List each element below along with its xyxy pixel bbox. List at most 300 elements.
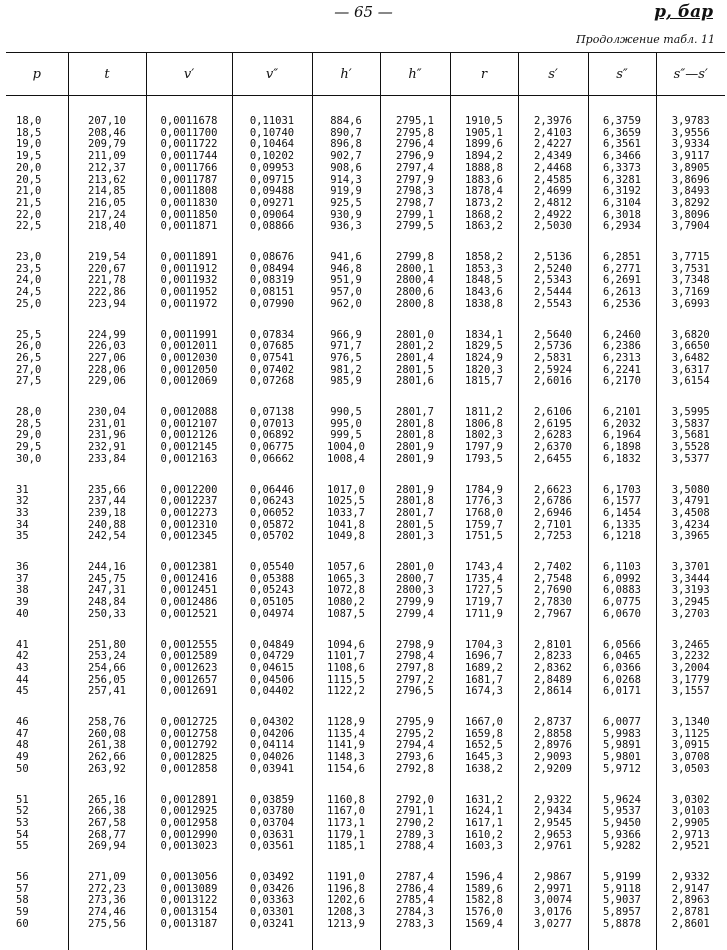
cell-value: 0,0012163 — [160, 452, 218, 465]
cell-h1 — [312, 872, 380, 950]
cell-v2 — [232, 562, 312, 640]
cell-value: 6,0992 — [603, 572, 641, 585]
cell-ds — [656, 252, 725, 330]
cell-value: 981,2 — [330, 363, 362, 376]
cell-value: 5,9037 — [603, 894, 641, 907]
cell-value: 0,0012555 — [160, 638, 218, 651]
cell-value: 2801,3 — [396, 530, 434, 543]
cell-value: 2,5240 — [534, 262, 572, 275]
cell-value: 0,0012521 — [160, 607, 218, 620]
cell-value: 6,0366 — [603, 661, 641, 674]
cell-value: 0,0012958 — [160, 816, 218, 829]
cell-value: 5,9118 — [603, 882, 641, 895]
cell-value: 5,9366 — [603, 828, 641, 841]
cell-value: 53 — [16, 816, 29, 829]
cell-value: 262,66 — [88, 751, 126, 764]
cell-value: 1141,9 — [327, 739, 365, 752]
header-s2: s″ — [588, 53, 656, 96]
cell-value: 6,3759 — [603, 115, 641, 127]
cell-value: 0,0012310 — [160, 518, 218, 531]
cell-value: 0,0011972 — [160, 297, 218, 310]
cell-value: 3,0915 — [671, 739, 710, 752]
cell-value: 1899,6 — [465, 138, 503, 151]
cell-value: 0,06892 — [249, 429, 295, 442]
cell-value: 1576,0 — [465, 906, 503, 919]
cell-value: 3,7348 — [671, 274, 710, 287]
cell-value: 3,8905 — [671, 161, 710, 174]
cell-value: 20,5 — [16, 173, 42, 186]
cell-value: 2801,5 — [396, 363, 434, 376]
cell-value: 44 — [16, 673, 29, 686]
cell-value: 0,04302 — [249, 716, 295, 729]
cell-value: 1784,9 — [465, 483, 503, 496]
cell-value: 1820,3 — [465, 363, 503, 376]
cell-h1 — [312, 485, 380, 563]
cell-value: 6,3192 — [603, 185, 641, 198]
cell-s2 — [588, 252, 656, 330]
cell-value: 2,6370 — [534, 441, 572, 454]
cell-value: 2,4699 — [534, 185, 572, 198]
cell-value: 26,5 — [16, 351, 42, 364]
cell-value: 1659,8 — [465, 727, 503, 740]
cell-value: 0,04402 — [249, 685, 295, 698]
cell-value: 269,94 — [88, 840, 126, 853]
cell-t — [68, 795, 146, 873]
cell-value: 1122,2 — [327, 685, 365, 698]
cell-value: 1863,2 — [465, 220, 503, 233]
cell-value: 1894,2 — [465, 150, 503, 163]
cell-value: 237,44 — [88, 495, 126, 508]
cell-value: 2,9653 — [534, 828, 572, 841]
cell-value: 227,06 — [88, 351, 126, 364]
cell-value: 6,3104 — [603, 196, 641, 209]
cell-value: 1727,5 — [465, 584, 503, 597]
cell-value: 1905,1 — [465, 126, 503, 139]
cell-value: 3,7531 — [671, 262, 710, 275]
cell-value: 6,0465 — [603, 650, 641, 663]
cell-value: 274,46 — [88, 906, 126, 919]
cell-value: 1196,8 — [327, 882, 365, 895]
cell-v2 — [232, 96, 312, 175]
cell-value: 2800,6 — [396, 286, 434, 299]
cell-value: 24,0 — [16, 274, 42, 287]
cell-value: 0,0011850 — [160, 208, 218, 221]
cell-p — [6, 252, 68, 330]
cell-value: 976,5 — [330, 351, 362, 364]
cell-value: 45 — [16, 685, 29, 698]
cell-r — [450, 640, 518, 718]
cell-s2 — [588, 485, 656, 563]
cell-h2 — [380, 717, 450, 795]
cell-value: 42 — [16, 650, 29, 663]
cell-value: 18,5 — [16, 126, 42, 139]
cell-value: 223,94 — [88, 297, 126, 310]
cell-value: 6,3466 — [603, 150, 641, 163]
cell-value: 890,7 — [330, 126, 362, 139]
cell-value: 0,0012050 — [160, 363, 218, 376]
cell-value: 0,04974 — [249, 607, 295, 620]
cell-p — [6, 407, 68, 485]
cell-value: 34 — [16, 518, 29, 531]
header-ds: s″—s′ — [656, 53, 725, 96]
cell-value: 0,06446 — [249, 483, 295, 496]
cell-value: 256,05 — [88, 673, 126, 686]
cell-value: 925,5 — [330, 196, 362, 209]
cell-s2 — [588, 407, 656, 485]
cell-v1 — [146, 407, 232, 485]
cell-value: 3,5681 — [671, 429, 710, 442]
cell-value: 219,54 — [88, 251, 126, 264]
cell-value: 0,0012758 — [160, 727, 218, 740]
cell-value: 914,3 — [330, 173, 362, 186]
cell-value: 0,0012345 — [160, 530, 218, 543]
cell-value: 3,6993 — [671, 297, 710, 310]
header-v1: v′ — [146, 53, 232, 96]
cell-value: 1025,5 — [327, 495, 365, 508]
cell-value: 2,5640 — [534, 328, 572, 341]
cell-p — [6, 562, 68, 640]
cell-value: 233,84 — [88, 452, 126, 465]
cell-value: 231,01 — [88, 417, 126, 430]
cell-value: 0,0012088 — [160, 406, 218, 419]
cell-value: 3,4791 — [671, 495, 710, 508]
cell-value: 2784,3 — [396, 906, 434, 919]
cell-t — [68, 485, 146, 563]
cell-value: 0,0012725 — [160, 716, 218, 729]
cell-s2 — [588, 175, 656, 253]
cell-value: 0,11031 — [249, 115, 295, 127]
cell-value: 2801,8 — [396, 417, 434, 430]
cell-value: 1638,2 — [465, 762, 503, 775]
cell-value: 2,9521 — [671, 840, 710, 853]
cell-value: 5,9537 — [603, 805, 641, 818]
cell-value: 3,5080 — [671, 483, 710, 496]
cell-value: 2801,5 — [396, 518, 434, 531]
cell-value: 55 — [16, 840, 29, 853]
table-row-group — [6, 717, 725, 795]
cell-value: 25,0 — [16, 297, 42, 310]
cell-r — [450, 96, 518, 175]
cell-value: 0,08866 — [249, 220, 295, 233]
cell-value: 208,46 — [88, 126, 126, 139]
cell-value: 1829,5 — [465, 340, 503, 353]
cell-value: 2801,7 — [396, 506, 434, 519]
cell-p — [6, 872, 68, 950]
cell-value: 2796,9 — [396, 150, 434, 163]
cell-value: 31 — [16, 483, 29, 496]
cell-value: 24,5 — [16, 286, 42, 299]
cell-value: 2,4468 — [534, 161, 572, 174]
cell-s1 — [518, 175, 588, 253]
cell-value: 3,0302 — [671, 793, 710, 806]
cell-value: 27,5 — [16, 375, 42, 388]
cell-value: 0,0012990 — [160, 828, 218, 841]
cell-value: 5,9624 — [603, 793, 641, 806]
cell-value: 224,99 — [88, 328, 126, 341]
cell-p — [6, 485, 68, 563]
cell-h1 — [312, 795, 380, 873]
cell-value: 1878,4 — [465, 185, 503, 198]
cell-value: 32 — [16, 495, 29, 508]
cell-value: 2791,1 — [396, 805, 434, 818]
cell-value: 2798,4 — [396, 650, 434, 663]
cell-value: 2,4922 — [534, 208, 572, 221]
cell-value: 2787,4 — [396, 871, 434, 884]
cell-value: 242,54 — [88, 530, 126, 543]
cell-v2 — [232, 252, 312, 330]
cell-p — [6, 640, 68, 718]
cell-value: 0,0011991 — [160, 328, 218, 341]
cell-value: 263,92 — [88, 762, 126, 775]
cell-value: 1696,7 — [465, 650, 503, 663]
cell-r — [450, 717, 518, 795]
cell-value: 2788,4 — [396, 840, 434, 853]
cell-value: 2800,4 — [396, 274, 434, 287]
cell-value: 0,07402 — [249, 363, 295, 376]
cell-value: 248,84 — [88, 596, 126, 609]
cell-value: 2800,3 — [396, 584, 434, 597]
cell-value: 0,09271 — [249, 196, 295, 209]
cell-value: 0,10464 — [249, 138, 295, 151]
cell-value: 37 — [16, 572, 29, 585]
cell-value: 1160,8 — [327, 793, 365, 806]
cell-value: 245,75 — [88, 572, 126, 585]
cell-value: 0,06243 — [249, 495, 295, 508]
cell-value: 2,3976 — [534, 115, 572, 127]
cell-value: 0,0012273 — [160, 506, 218, 519]
cell-value: 2799,4 — [396, 607, 434, 620]
cell-value: 5,9891 — [603, 739, 641, 752]
cell-value: 220,67 — [88, 262, 126, 275]
cell-value: 50 — [16, 762, 29, 775]
cell-s2 — [588, 717, 656, 795]
cell-value: 2,5543 — [534, 297, 572, 310]
cell-value: 2800,1 — [396, 262, 434, 275]
cell-value: 1008,4 — [327, 452, 365, 465]
cell-value: 3,5528 — [671, 441, 710, 454]
cell-value: 207,10 — [88, 115, 126, 127]
cell-p — [6, 717, 68, 795]
cell-value: 2,9434 — [534, 805, 572, 818]
cell-value: 0,07268 — [249, 375, 295, 388]
page-title: p, бар — [654, 2, 713, 22]
cell-value: 957,0 — [330, 286, 362, 299]
cell-value: 0,04026 — [249, 751, 295, 764]
cell-value: 3,0277 — [534, 917, 572, 930]
cell-value: 2,9322 — [534, 793, 572, 806]
cell-value: 1589,6 — [465, 882, 503, 895]
cell-value: 1148,3 — [327, 751, 365, 764]
cell-value: 6,2771 — [603, 262, 641, 275]
cell-value: 57 — [16, 882, 29, 895]
cell-value: 258,76 — [88, 716, 126, 729]
cell-value: 23,0 — [16, 251, 42, 264]
header-v2: v″ — [232, 53, 312, 96]
cell-value: 2,9545 — [534, 816, 572, 829]
cell-h1 — [312, 175, 380, 253]
cell-value: 6,1964 — [603, 429, 641, 442]
cell-s1 — [518, 485, 588, 563]
cell-value: 0,0012126 — [160, 429, 218, 442]
cell-v1 — [146, 252, 232, 330]
cell-s1 — [518, 96, 588, 175]
cell-value: 0,0012858 — [160, 762, 218, 775]
cell-value: 51 — [16, 793, 29, 806]
cell-value: 0,0011830 — [160, 196, 218, 209]
cell-value: 0,05702 — [249, 530, 295, 543]
cell-value: 6,3281 — [603, 173, 641, 186]
cell-value: 0,10202 — [249, 150, 295, 163]
cell-value: 2801,9 — [396, 483, 434, 496]
cell-h2 — [380, 562, 450, 640]
cell-value: 0,04114 — [249, 739, 295, 752]
cell-value: 2800,8 — [396, 297, 434, 310]
cell-value: 1873,2 — [465, 196, 503, 209]
cell-value: 2789,3 — [396, 828, 434, 841]
cell-value: 2,6195 — [534, 417, 572, 430]
cell-value: 6,2386 — [603, 340, 641, 353]
cell-value: 2798,7 — [396, 196, 434, 209]
cell-value: 2,6946 — [534, 506, 572, 519]
cell-value: 0,03363 — [249, 894, 295, 907]
cell-value: 990,5 — [330, 406, 362, 419]
cell-ds — [656, 640, 725, 718]
cell-value: 2792,0 — [396, 793, 434, 806]
cell-ds — [656, 717, 725, 795]
cell-value: 0,0011766 — [160, 161, 218, 174]
cell-r — [450, 252, 518, 330]
cell-value: 216,05 — [88, 196, 126, 209]
cell-value: 6,3561 — [603, 138, 641, 151]
cell-p — [6, 175, 68, 253]
cell-value: 1652,5 — [465, 739, 503, 752]
cell-value: 6,2691 — [603, 274, 641, 287]
cell-s1 — [518, 640, 588, 718]
cell-value: 0,0012657 — [160, 673, 218, 686]
cell-value: 2,4103 — [534, 126, 572, 139]
cell-s1 — [518, 872, 588, 950]
cell-value: 0,0011871 — [160, 220, 218, 233]
cell-value: 1569,4 — [465, 917, 503, 930]
cell-value: 1704,3 — [465, 638, 503, 651]
cell-value: 267,58 — [88, 816, 126, 829]
cell-s1 — [518, 562, 588, 640]
cell-value: 3,1779 — [671, 673, 710, 686]
cell-value: 19,0 — [16, 138, 42, 151]
cell-value: 2,8976 — [534, 739, 572, 752]
cell-value: 229,06 — [88, 375, 126, 388]
cell-value: 0,03426 — [249, 882, 295, 895]
cell-value: 3,5995 — [671, 406, 710, 419]
cell-value: 209,79 — [88, 138, 126, 151]
cell-value: 1631,2 — [465, 793, 503, 806]
cell-value: 2,9332 — [671, 871, 710, 884]
cell-value: 222,86 — [88, 286, 126, 299]
cell-value: 0,06052 — [249, 506, 295, 519]
cell-value: 0,07685 — [249, 340, 295, 353]
cell-value: 6,1898 — [603, 441, 641, 454]
cell-value: 6,2851 — [603, 251, 641, 264]
cell-v2 — [232, 795, 312, 873]
cell-value: 1838,8 — [465, 297, 503, 310]
cell-value: 28,0 — [16, 406, 42, 419]
cell-value: 2783,3 — [396, 917, 434, 930]
cell-value: 2795,9 — [396, 716, 434, 729]
cell-value: 0,0011808 — [160, 185, 218, 198]
cell-value: 273,36 — [88, 894, 126, 907]
cell-value: 2801,6 — [396, 375, 434, 388]
cell-v1 — [146, 717, 232, 795]
header-t: t — [68, 53, 146, 96]
cell-value: 6,2934 — [603, 220, 641, 233]
cell-value: 28,5 — [16, 417, 42, 430]
header-p: p — [6, 53, 68, 96]
cell-value: 1711,9 — [465, 607, 503, 620]
cell-value: 239,18 — [88, 506, 126, 519]
cell-value: 30,0 — [16, 452, 42, 465]
cell-value: 6,0268 — [603, 673, 641, 686]
page-number: — 65 — — [334, 3, 393, 21]
cell-value: 1743,4 — [465, 561, 503, 574]
cell-t — [68, 330, 146, 408]
cell-value: 3,7715 — [671, 251, 710, 264]
cell-value: 43 — [16, 661, 29, 674]
cell-value: 6,3373 — [603, 161, 641, 174]
cell-value: 1868,2 — [465, 208, 503, 221]
cell-value: 6,2460 — [603, 328, 641, 341]
cell-t — [68, 640, 146, 718]
cell-value: 2801,8 — [396, 495, 434, 508]
cell-ds — [656, 872, 725, 950]
cell-value: 35 — [16, 530, 29, 543]
cell-value: 1582,8 — [465, 894, 503, 907]
cell-value: 2796,5 — [396, 685, 434, 698]
cell-value: 0,0012589 — [160, 650, 218, 663]
cell-value: 0,05388 — [249, 572, 295, 585]
cell-s1 — [518, 330, 588, 408]
cell-value: 46 — [16, 716, 29, 729]
cell-value: 0,03561 — [249, 840, 295, 853]
cell-value: 251,80 — [88, 638, 126, 651]
cell-value: 2,8362 — [534, 661, 572, 674]
cell-value: 1674,3 — [465, 685, 503, 698]
cell-r — [450, 872, 518, 950]
cell-value: 0,0011722 — [160, 138, 218, 151]
cell-v1 — [146, 330, 232, 408]
cell-value: 0,05540 — [249, 561, 295, 574]
cell-value: 995,0 — [330, 417, 362, 430]
cell-value: 2,5444 — [534, 286, 572, 299]
cell-value: 0,04849 — [249, 638, 295, 651]
cell-value: 0,08494 — [249, 262, 295, 275]
cell-value: 260,08 — [88, 727, 126, 740]
cell-value: 0,04206 — [249, 727, 295, 740]
cell-value: 2801,2 — [396, 340, 434, 353]
cell-value: 3,9334 — [671, 138, 710, 151]
cell-value: 1689,2 — [465, 661, 503, 674]
cell-value: 272,23 — [88, 882, 126, 895]
cell-value: 985,9 — [330, 375, 362, 388]
cell-value: 3,7904 — [671, 220, 710, 233]
cell-value: 2,7830 — [534, 596, 572, 609]
cell-value: 0,07138 — [249, 406, 295, 419]
cell-value: 2,7967 — [534, 607, 572, 620]
cell-value: 2,9971 — [534, 882, 572, 895]
cell-p — [6, 795, 68, 873]
cell-value: 1108,6 — [327, 661, 365, 674]
header-s1: s′ — [518, 53, 588, 96]
table-row-group — [6, 252, 725, 330]
